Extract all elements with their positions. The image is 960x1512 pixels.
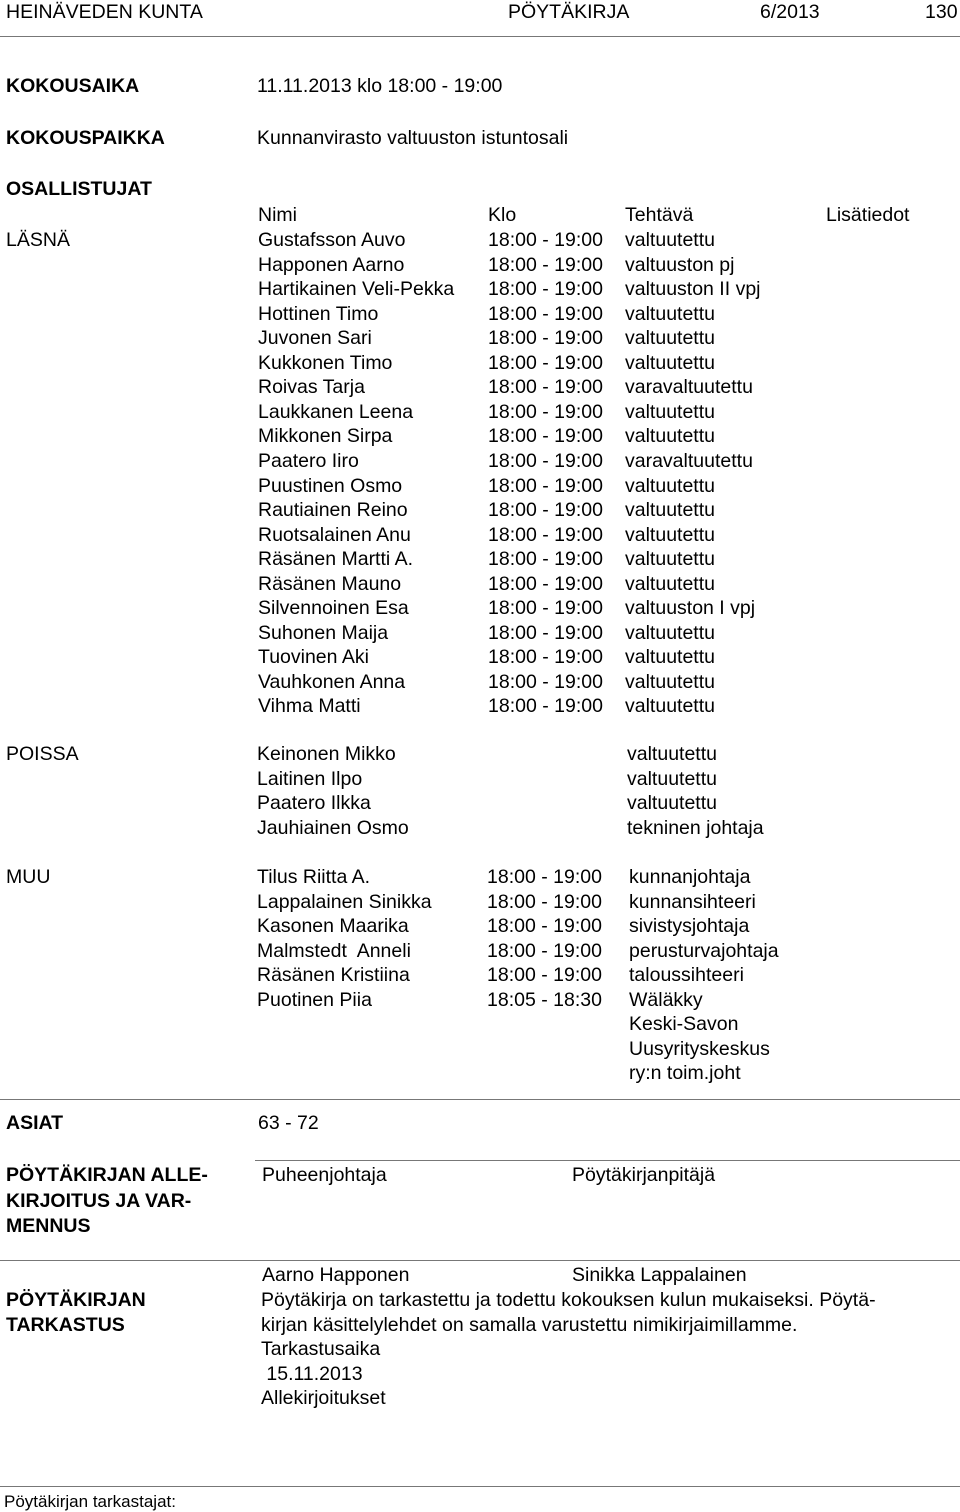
present-name: Rautiainen Reino bbox=[258, 499, 408, 521]
other-role: ry:n toim.joht bbox=[629, 1062, 741, 1084]
present-role: varavaltuutettu bbox=[625, 450, 753, 472]
other-role: Wäläkky bbox=[629, 989, 703, 1011]
other-role: kunnansihteeri bbox=[629, 891, 756, 913]
other-time: 18:00 - 19:00 bbox=[487, 891, 602, 913]
present-time: 18:00 - 19:00 bbox=[488, 695, 603, 717]
present-time: 18:00 - 19:00 bbox=[488, 352, 603, 374]
meeting-place-label: KOKOUSPAIKKA bbox=[6, 127, 165, 149]
present-name: Paatero Iiro bbox=[258, 450, 359, 472]
present-time: 18:00 - 19:00 bbox=[488, 327, 603, 349]
present-name: Räsänen Mauno bbox=[258, 573, 402, 595]
absent-role: valtuutettu bbox=[627, 743, 717, 765]
absent-role: tekninen johtaja bbox=[627, 817, 764, 839]
present-name: Ruotsalainen Anu bbox=[258, 524, 411, 546]
absent-name: Jauhiainen Osmo bbox=[257, 817, 409, 839]
column-header-name: Nimi bbox=[258, 204, 297, 226]
review-signatures-label: Allekirjoitukset bbox=[261, 1387, 386, 1409]
present-name: Räsänen Martti A. bbox=[258, 548, 413, 570]
present-role: valtuutettu bbox=[625, 499, 715, 521]
present-name: Hottinen Timo bbox=[258, 303, 379, 325]
other-time: 18:05 - 18:30 bbox=[487, 989, 602, 1011]
secretary-title: Pöytäkirjanpitäjä bbox=[572, 1164, 716, 1186]
review-text-line-1: Pöytäkirja on tarkastettu ja todettu kokouksen kulun mukaiseksi. Pöytä- bbox=[261, 1289, 876, 1311]
header-issue: 6/2013 bbox=[760, 1, 820, 23]
present-name: Puustinen Osmo bbox=[258, 475, 403, 497]
present-role: valtuuston pj bbox=[625, 254, 735, 276]
present-role: valtuutettu bbox=[625, 646, 715, 668]
present-name: Kukkonen Timo bbox=[258, 352, 393, 374]
other-role: sivistysjohtaja bbox=[629, 915, 750, 937]
present-time: 18:00 - 19:00 bbox=[488, 401, 603, 423]
absent-name: Laitinen Ilpo bbox=[257, 768, 363, 790]
present-role: valtuutettu bbox=[625, 622, 715, 644]
header-page-number: 130 bbox=[925, 1, 958, 23]
present-time: 18:00 - 19:00 bbox=[488, 524, 603, 546]
review-label-line-1: PÖYTÄKIRJAN bbox=[6, 1289, 146, 1311]
meeting-time-label: KOKOUSAIKA bbox=[6, 75, 140, 97]
present-name: Happonen Aarno bbox=[258, 254, 405, 276]
present-time: 18:00 - 19:00 bbox=[488, 573, 603, 595]
absent-role: valtuutettu bbox=[627, 768, 717, 790]
participants-label: OSALLISTUJAT bbox=[6, 178, 152, 200]
meeting-place-value: Kunnanvirasto valtuuston istuntosali bbox=[257, 127, 569, 149]
footer-rule bbox=[0, 1486, 960, 1487]
present-role: valtuuston I vpj bbox=[625, 597, 756, 619]
present-role: valtuutettu bbox=[625, 303, 715, 325]
column-header-role: Tehtävä bbox=[625, 204, 694, 226]
secretary-name: Sinikka Lappalainen bbox=[572, 1264, 747, 1286]
present-role: varavaltuutettu bbox=[625, 376, 753, 398]
absent-role: valtuutettu bbox=[627, 792, 717, 814]
other-name: Räsänen Kristiina bbox=[257, 964, 410, 986]
matters-label: ASIAT bbox=[6, 1112, 64, 1134]
other-label: MUU bbox=[6, 866, 51, 888]
other-role: kunnanjohtaja bbox=[629, 866, 751, 888]
present-role: valtuutettu bbox=[625, 229, 715, 251]
chair-name: Aarno Happonen bbox=[262, 1264, 410, 1286]
present-time: 18:00 - 19:00 bbox=[488, 450, 603, 472]
present-time: 18:00 - 19:00 bbox=[488, 229, 603, 251]
present-role: valtuutettu bbox=[625, 425, 715, 447]
present-time: 18:00 - 19:00 bbox=[488, 671, 603, 693]
present-role: valtuutettu bbox=[625, 401, 715, 423]
column-header-time: Klo bbox=[488, 204, 517, 226]
other-time: 18:00 - 19:00 bbox=[487, 964, 602, 986]
present-name: Roivas Tarja bbox=[258, 376, 365, 398]
header-rule bbox=[0, 36, 960, 37]
review-date-value: 15.11.2013 bbox=[261, 1363, 363, 1385]
present-label: LÄSNÄ bbox=[6, 229, 70, 251]
other-time: 18:00 - 19:00 bbox=[487, 866, 602, 888]
present-role: valtuutettu bbox=[625, 524, 715, 546]
meeting-time-value: 11.11.2013 klo 18:00 - 19:00 bbox=[257, 75, 503, 97]
other-name: Tilus Riitta A. bbox=[257, 866, 371, 888]
review-label-line-2: TARKASTUS bbox=[6, 1314, 125, 1336]
present-time: 18:00 - 19:00 bbox=[488, 622, 603, 644]
present-role: valtuutettu bbox=[625, 695, 715, 717]
matters-value: 63 - 72 bbox=[258, 1112, 319, 1134]
present-role: valtuutettu bbox=[625, 671, 715, 693]
present-time: 18:00 - 19:00 bbox=[488, 597, 603, 619]
header-doc-type: PÖYTÄKIRJA bbox=[508, 1, 630, 23]
header-municipality: HEINÄVEDEN KUNTA bbox=[6, 1, 203, 23]
present-time: 18:00 - 19:00 bbox=[488, 278, 603, 300]
review-text-line-2: kirjan käsittelylehdet on samalla varustettu nimikirjaimillamme. bbox=[261, 1314, 798, 1336]
footer-reviewers-label: Pöytäkirjan tarkastajat: bbox=[4, 1492, 176, 1511]
present-time: 18:00 - 19:00 bbox=[488, 475, 603, 497]
present-name: Silvennoinen Esa bbox=[258, 597, 409, 619]
signing-label-line-3: MENNUS bbox=[6, 1215, 91, 1237]
signing-label-line-1: PÖYTÄKIRJAN ALLE- bbox=[6, 1164, 208, 1186]
present-name: Suhonen Maija bbox=[258, 622, 389, 644]
other-time: 18:00 - 19:00 bbox=[487, 915, 602, 937]
other-name: Kasonen Maarika bbox=[257, 915, 409, 937]
absent-name: Paatero Ilkka bbox=[257, 792, 371, 814]
present-time: 18:00 - 19:00 bbox=[488, 548, 603, 570]
present-time: 18:00 - 19:00 bbox=[488, 499, 603, 521]
other-name: Lappalainen Sinikka bbox=[257, 891, 432, 913]
section-rule-review bbox=[0, 1260, 960, 1261]
section-rule-matters bbox=[0, 1099, 960, 1100]
present-role: valtuutettu bbox=[625, 327, 715, 349]
present-name: Vihma Matti bbox=[258, 695, 361, 717]
other-name: Puotinen Piia bbox=[257, 989, 372, 1011]
present-role: valtuutettu bbox=[625, 573, 715, 595]
present-time: 18:00 - 19:00 bbox=[488, 376, 603, 398]
other-role: Keski-Savon bbox=[629, 1013, 739, 1035]
present-time: 18:00 - 19:00 bbox=[488, 646, 603, 668]
other-time: 18:00 - 19:00 bbox=[487, 940, 602, 962]
other-role: perusturvajohtaja bbox=[629, 940, 779, 962]
absent-label: POISSA bbox=[6, 743, 79, 765]
column-header-info: Lisätiedot bbox=[826, 204, 910, 226]
present-role: valtuuston II vpj bbox=[625, 278, 761, 300]
other-role: Uusyrityskeskus bbox=[629, 1038, 770, 1060]
other-role: taloussihteeri bbox=[629, 964, 744, 986]
present-name: Laukkanen Leena bbox=[258, 401, 414, 423]
present-time: 18:00 - 19:00 bbox=[488, 254, 603, 276]
present-name: Gustafsson Auvo bbox=[258, 229, 406, 251]
present-time: 18:00 - 19:00 bbox=[488, 425, 603, 447]
present-role: valtuutettu bbox=[625, 352, 715, 374]
present-time: 18:00 - 19:00 bbox=[488, 303, 603, 325]
signing-label-line-2: KIRJOITUS JA VAR- bbox=[6, 1190, 192, 1212]
present-name: Tuovinen Aki bbox=[258, 646, 369, 668]
present-role: valtuutettu bbox=[625, 475, 715, 497]
present-name: Juvonen Sari bbox=[258, 327, 372, 349]
chair-title: Puheenjohtaja bbox=[262, 1164, 387, 1186]
absent-name: Keinonen Mikko bbox=[257, 743, 396, 765]
present-name: Vauhkonen Anna bbox=[258, 671, 406, 693]
review-date-label: Tarkastusaika bbox=[261, 1338, 381, 1360]
present-name: Mikkonen Sirpa bbox=[258, 425, 393, 447]
section-rule-signing bbox=[255, 1160, 960, 1161]
present-role: valtuutettu bbox=[625, 548, 715, 570]
present-name: Hartikainen Veli-Pekka bbox=[258, 278, 455, 300]
other-name: Malmstedt Anneli bbox=[257, 940, 411, 962]
